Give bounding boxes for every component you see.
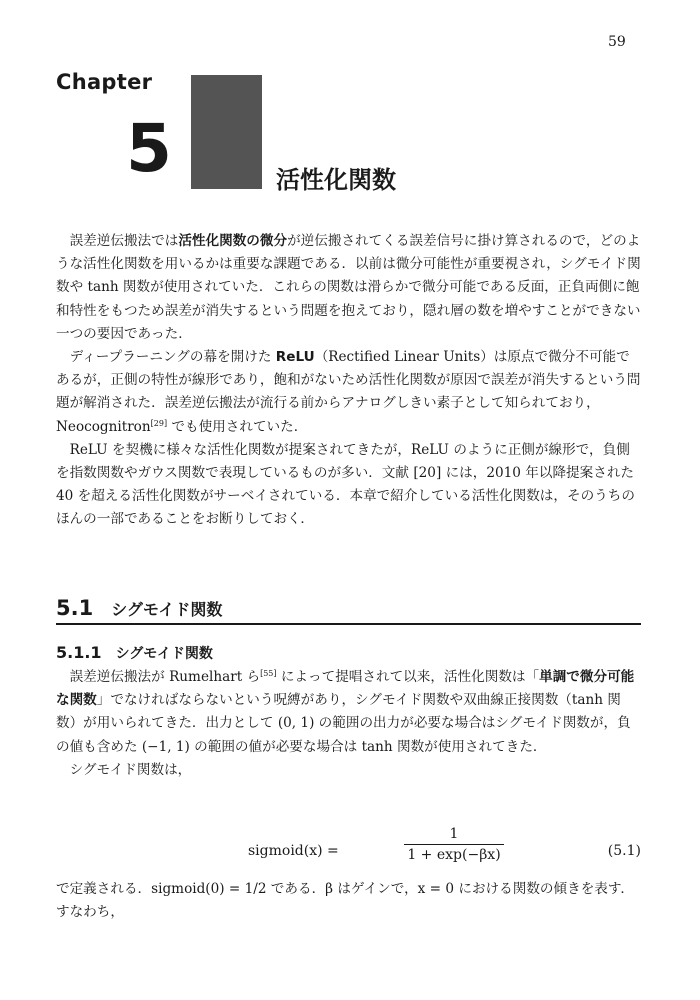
text-run: でも使用されていた． (167, 418, 308, 435)
section-heading (56, 596, 641, 625)
text-run: ディープラーニングの幕を開けた (69, 349, 276, 366)
citation-ref: [29] (150, 418, 168, 428)
equation-fraction (404, 826, 504, 863)
subsection-paragraph-2 (56, 759, 641, 782)
page-number: 59 (608, 34, 626, 50)
after-equation-text (56, 878, 641, 924)
intro-text (56, 230, 641, 532)
chapter-title: 活性化関数 (276, 166, 396, 194)
intro-paragraph-1 (56, 230, 641, 346)
citation-ref: [55] (260, 669, 277, 678)
subsection-text (56, 666, 641, 782)
text-run: によって提唱されて以来，活性化関数は「 (276, 669, 540, 685)
equation-lhs: sigmoid(x) = (248, 843, 339, 859)
equation-5-1 (56, 826, 641, 874)
text-run: 誤差逆伝搬法では (69, 233, 179, 249)
chapter-label: Chapter (56, 70, 153, 94)
section-title: シグモイド関数 (111, 600, 223, 619)
equation-denominator: 1 + exp(−βx) (407, 847, 501, 863)
subsection-heading (56, 643, 213, 663)
equation-numerator: 1 (404, 826, 504, 845)
text-run: 」でなければならないという呪縛があり，シグモイド関数や双曲線正接関数（tanh 関数）が用いられてきた．出力として (0, 1) の範囲の出力が必要な場合はシグモイド関数が，負の値も含めた (−1, 1) の範囲の値が必要な場合は tanh 関数が使用されてきた． (56, 692, 631, 755)
text-run: で定義される．sigmoid(0) = 1/2 である．β はゲインで，x = 0 における関数の傾きを表す．すなわち， (56, 881, 634, 921)
subsection-paragraph-1 (56, 666, 641, 759)
subsection-number: 5.1.1 (56, 643, 102, 662)
intro-paragraph-2 (56, 346, 641, 439)
text-run: （Rectified Linear Units）は原点で微分不可能であるが，正側の特性が線形であり，飽和がないため活性化関数が原因で誤差が消失するという問題が解消された．誤差逆伝搬法が流行る前からアナログしきい素子として知られており，Neocognitron (56, 349, 641, 435)
text-run: シグモイド関数は， (69, 761, 192, 778)
equation-number: (5.1) (607, 843, 641, 859)
text-run: が逆伝搬されてくる誤差信号に掛け算されるので，どのような活性化関数を用いるかは重要な課題である．以前は微分可能性が重要視され，シグモイド関数や tanh 関数が使用されていた．これらの関数は滑らかで微分可能である反面，正負両側に飽和特性をもつため誤差が消失するという問題を抱えており，隠れ層の数を増やすことができない一つの要因であった． (56, 233, 641, 342)
after-equation-paragraph (56, 878, 641, 924)
intro-paragraph-3 (56, 439, 641, 532)
emphasis-text: ReLU (275, 349, 315, 366)
chapter-decoration-block (191, 75, 262, 189)
section-number: 5.1 (56, 596, 94, 620)
text-run: 誤差逆伝搬法が Rumelhart ら (69, 669, 261, 685)
text-run: ReLU を契機に様々な活性化関数が提案されてきたが，ReLU のように正側が線形で，負側を指数関数やガウス関数で表現しているものが多い．文献 [20] には，2010 年以降提案された 40 を超える活性化関数がサーベイされている．本章で紹介している活性化関数は，そのうちのほんの一部であることをお断りしておく． (56, 441, 635, 528)
emphasis-text: 単調で微分可能な関数 (56, 669, 635, 709)
chapter-number: 5 (126, 110, 172, 187)
subsection-title: シグモイド関数 (115, 646, 213, 662)
emphasis-text: 活性化関数の微分 (178, 233, 288, 249)
